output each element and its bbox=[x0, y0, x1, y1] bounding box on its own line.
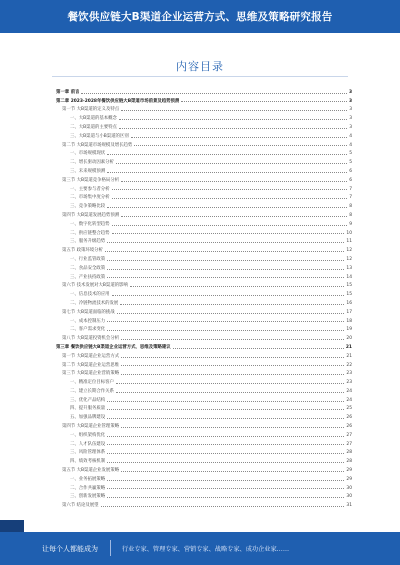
toc-leader-dots bbox=[120, 304, 344, 305]
toc-entry-label: 二、供应链整合趋势 bbox=[70, 230, 110, 236]
toc-entry[interactable] bbox=[56, 209, 352, 218]
toc-entry-page: 26 bbox=[346, 415, 352, 421]
toc-entry-page: 21 bbox=[346, 353, 352, 359]
toc-leader-dots bbox=[107, 488, 344, 489]
toc-entry-page: 30 bbox=[346, 485, 352, 491]
toc-entry-label: 二、建立长期合作关系 bbox=[70, 388, 114, 394]
toc-entry[interactable] bbox=[56, 165, 352, 174]
toc-entry-label: 一、市场规模现状 bbox=[70, 151, 106, 157]
toc-entry[interactable] bbox=[56, 350, 352, 359]
toc-leader-dots bbox=[116, 163, 347, 164]
toc-leader-dots bbox=[107, 444, 344, 445]
toc-entry-label: 二、大B渠道的主要特点 bbox=[70, 124, 117, 130]
toc-entry-page: 24 bbox=[346, 397, 352, 403]
toc-entry-page: 8 bbox=[349, 204, 352, 210]
toc-leader-dots bbox=[107, 401, 344, 402]
toc-entry-label: 第一节 大B渠道企业运营方式 bbox=[62, 353, 120, 359]
toc-entry-page: 4 bbox=[349, 142, 352, 148]
report-title: 餐饮供应链大B渠道企业运营方式、思维及策略研究报告 bbox=[67, 11, 333, 23]
toc-entry-page: 9 bbox=[349, 221, 352, 227]
toc-entry-page: 6 bbox=[349, 177, 352, 183]
toc-entry-page: 30 bbox=[346, 494, 352, 500]
toc-entry-page: 29 bbox=[346, 476, 352, 482]
toc-leader-dots bbox=[121, 365, 344, 366]
toc-entry-page: 12 bbox=[346, 256, 352, 262]
toc-entry-page: 3 bbox=[349, 116, 352, 122]
toc-entry-page: 5 bbox=[349, 160, 352, 166]
toc-leader-dots bbox=[116, 392, 344, 393]
toc-divider bbox=[52, 76, 348, 77]
toc-entry[interactable] bbox=[56, 95, 352, 104]
toc-leader-dots bbox=[105, 251, 344, 252]
toc-entry-page: 8 bbox=[349, 212, 352, 218]
toc-entry-page: 25 bbox=[346, 406, 352, 412]
toc-entry[interactable] bbox=[56, 491, 352, 500]
toc-entry[interactable] bbox=[56, 288, 352, 297]
toc-entry[interactable] bbox=[56, 324, 352, 333]
toc-entry-label: 三、风险管理体系 bbox=[70, 450, 106, 456]
toc-entry[interactable] bbox=[56, 306, 352, 315]
toc-leader-dots bbox=[107, 269, 344, 270]
toc-entry-label: 第四节 大B渠道发展趋势预测 bbox=[62, 212, 120, 218]
toc-entry-label: 一、业务拓展策略 bbox=[70, 476, 106, 482]
toc-leader-dots bbox=[107, 154, 347, 155]
toc-leader-dots bbox=[107, 462, 344, 463]
toc-entry[interactable] bbox=[56, 192, 352, 201]
toc-entry-label: 第六节 技术发展对大B渠道的影响 bbox=[62, 283, 128, 289]
toc-leader-dots bbox=[181, 101, 347, 102]
toc-entry-page: 17 bbox=[346, 309, 352, 315]
toc-entry[interactable] bbox=[56, 455, 352, 464]
toc-entry-label: 五、加强品牌建设 bbox=[70, 415, 106, 421]
toc-leader-dots bbox=[107, 330, 344, 331]
toc-entry[interactable] bbox=[56, 403, 352, 412]
toc-leader-dots bbox=[130, 286, 345, 287]
toc-entry-label: 第三章 餐饮供应链大B渠道企业运营方式、思维及策略建议 bbox=[56, 344, 171, 350]
toc-leader-dots bbox=[101, 506, 345, 507]
toc-entry[interactable] bbox=[56, 482, 352, 491]
toc-entry-page: 10 bbox=[346, 230, 352, 236]
toc-entry-label: 一、行业监管政策 bbox=[70, 256, 106, 262]
toc-entry-label: 三、优化产品结构 bbox=[70, 397, 106, 403]
toc-leader-dots bbox=[121, 427, 344, 428]
toc-entry-label: 第五节 大B渠道企业发展策略 bbox=[62, 468, 120, 474]
toc-leader-dots bbox=[107, 497, 344, 498]
toc-entry-label: 二、人才队伍建设 bbox=[70, 441, 106, 447]
toc-leader-dots bbox=[107, 409, 344, 410]
toc-heading: 内容目录 bbox=[176, 60, 224, 73]
toc-leader-dots bbox=[107, 207, 347, 208]
toc-entry-label: 一、精准定位目标客户 bbox=[70, 380, 114, 386]
toc-entry[interactable] bbox=[56, 429, 352, 438]
toc-entry-label: 三、产业扶持政策 bbox=[70, 274, 106, 280]
toc-entry-label: 第二节 大B渠道市场规模及增长趋势 bbox=[62, 142, 133, 148]
toc-entry-page: 14 bbox=[346, 274, 352, 280]
toc-entry-page: 27 bbox=[346, 441, 352, 447]
toc-entry-page: 27 bbox=[346, 432, 352, 438]
toc-entry-page: 3 bbox=[348, 98, 352, 104]
toc-entry-label: 第一节 大B渠道的定义及特点 bbox=[62, 107, 120, 113]
toc-leader-dots bbox=[107, 172, 347, 173]
toc-leader-dots bbox=[117, 313, 345, 314]
toc-entry-page: 3 bbox=[349, 107, 352, 113]
toc-entry[interactable] bbox=[56, 499, 352, 508]
toc-entry[interactable] bbox=[56, 236, 352, 245]
toc-entry-label: 第二章 2023-2028年餐饮供应链大B渠道市场前景及趋势预测 bbox=[56, 98, 180, 104]
toc-entry-label: 第八节 大B渠道投资机会分析 bbox=[62, 336, 120, 342]
toc-entry-label: 一、信息技术的应用 bbox=[70, 292, 110, 298]
toc-entry[interactable] bbox=[56, 148, 352, 157]
toc-entry-label: 三、未来规模预测 bbox=[70, 168, 106, 174]
footer-separator bbox=[110, 540, 111, 556]
toc-entry[interactable] bbox=[56, 200, 352, 209]
toc-entry-page: 13 bbox=[346, 265, 352, 271]
toc-entry[interactable] bbox=[56, 420, 352, 429]
table-of-contents bbox=[56, 86, 352, 508]
toc-entry[interactable] bbox=[56, 464, 352, 473]
toc-entry[interactable] bbox=[56, 262, 352, 271]
toc-entry-label: 二、食品安全政策 bbox=[70, 265, 106, 271]
toc-entry-label: 一、组织架构优化 bbox=[70, 432, 106, 438]
toc-leader-dots bbox=[107, 436, 344, 437]
toc-entry-label: 一、成本控制压力 bbox=[70, 318, 106, 324]
toc-entry-page: 22 bbox=[346, 362, 352, 368]
toc-entry[interactable] bbox=[56, 253, 352, 262]
toc-leader-dots bbox=[107, 277, 344, 278]
toc-leader-dots bbox=[134, 145, 347, 146]
toc-entry-page: 21 bbox=[345, 344, 352, 350]
toc-entry-label: 第四节 大B渠道企业管理策略 bbox=[62, 424, 120, 430]
toc-entry-page: 28 bbox=[346, 459, 352, 465]
toc-leader-dots bbox=[107, 453, 344, 454]
toc-entry-label: 第三节 大B渠道企业营销策略 bbox=[62, 371, 120, 377]
toc-entry[interactable] bbox=[56, 411, 352, 420]
toc-entry-page: 3 bbox=[349, 124, 352, 130]
toc-entry-label: 三、竞争策略比较 bbox=[70, 204, 106, 210]
toc-entry[interactable] bbox=[56, 156, 352, 165]
toc-leader-dots bbox=[121, 374, 344, 375]
toc-leader-dots bbox=[121, 216, 347, 217]
toc-leader-dots bbox=[112, 233, 345, 234]
toc-entry[interactable] bbox=[56, 315, 352, 324]
toc-leader-dots bbox=[112, 189, 348, 190]
toc-entry-page: 7 bbox=[349, 195, 352, 201]
toc-leader-dots bbox=[107, 480, 344, 481]
toc-leader-dots bbox=[116, 383, 344, 384]
toc-leader-dots bbox=[121, 471, 344, 472]
toc-entry-page: 5 bbox=[349, 151, 352, 157]
toc-entry[interactable] bbox=[56, 271, 352, 280]
toc-entry-label: 一、大B渠道的基本概念 bbox=[70, 116, 117, 122]
toc-entry-page: 16 bbox=[346, 300, 352, 306]
toc-entry[interactable] bbox=[56, 280, 352, 289]
toc-entry-label: 三、大B渠道与小B渠道的区别 bbox=[70, 133, 129, 139]
toc-entry-page: 31 bbox=[346, 503, 352, 509]
toc-entry-page: 4 bbox=[349, 133, 352, 139]
toc-entry-label: 二、市场集中度分析 bbox=[70, 195, 110, 201]
toc-entry[interactable] bbox=[56, 244, 352, 253]
toc-leader-dots bbox=[107, 260, 344, 261]
toc-leader-dots bbox=[119, 119, 347, 120]
toc-leader-dots bbox=[121, 357, 344, 358]
toc-leader-dots bbox=[112, 198, 348, 199]
toc-entry[interactable] bbox=[56, 139, 352, 148]
toc-leader-dots bbox=[107, 321, 344, 322]
toc-entry-label: 二、冷链物流技术的发展 bbox=[70, 300, 119, 306]
toc-entry-page: 12 bbox=[346, 248, 352, 254]
toc-entry[interactable] bbox=[56, 112, 352, 121]
toc-entry[interactable] bbox=[56, 473, 352, 482]
toc-entry-label: 第一章 前言 bbox=[56, 89, 80, 95]
toc-entry[interactable] bbox=[56, 359, 352, 368]
toc-entry-label: 二、客户需求变化 bbox=[70, 327, 106, 333]
toc-leader-dots bbox=[107, 418, 344, 419]
toc-entry-page: 20 bbox=[346, 336, 352, 342]
toc-entry-label: 二、合作共赢策略 bbox=[70, 485, 106, 491]
toc-entry[interactable] bbox=[56, 394, 352, 403]
toc-entry-page: 3 bbox=[348, 89, 352, 95]
toc-entry-label: 四、提升服务质量 bbox=[70, 406, 106, 412]
toc-entry-page: 11 bbox=[346, 239, 352, 245]
toc-entry[interactable] bbox=[56, 332, 352, 341]
toc-entry-label: 第五节 政策环境分析 bbox=[62, 248, 103, 254]
toc-entry[interactable] bbox=[56, 368, 352, 377]
toc-leader-dots bbox=[121, 181, 347, 182]
toc-entry-page: 18 bbox=[346, 318, 352, 324]
toc-entry-page: 19 bbox=[346, 327, 352, 333]
toc-entry[interactable] bbox=[56, 130, 352, 139]
toc-entry-page: 29 bbox=[346, 468, 352, 474]
toc-entry-page: 26 bbox=[346, 424, 352, 430]
toc-entry-page: 7 bbox=[349, 186, 352, 192]
toc-leader-dots bbox=[112, 295, 345, 296]
toc-leader-dots bbox=[121, 110, 347, 111]
toc-entry-label: 第二节 大B渠道企业运营思维 bbox=[62, 362, 120, 368]
toc-entry-label: 第三节 大B渠道竞争格局分析 bbox=[62, 177, 120, 183]
toc-entry[interactable] bbox=[56, 121, 352, 130]
toc-leader-dots bbox=[112, 225, 348, 226]
toc-entry[interactable] bbox=[56, 183, 352, 192]
toc-entry-page: 15 bbox=[346, 283, 352, 289]
toc-entry-label: 二、增长驱动因素分析 bbox=[70, 160, 114, 166]
toc-leader-dots bbox=[119, 128, 347, 129]
toc-entry[interactable] bbox=[56, 174, 352, 183]
toc-entry-page: 6 bbox=[349, 168, 352, 174]
toc-entry-label: 三、创新发展策略 bbox=[70, 494, 106, 500]
toc-entry-page: 28 bbox=[346, 450, 352, 456]
footer-slogan: 让每个人都能成为 bbox=[42, 545, 98, 553]
toc-entry[interactable] bbox=[56, 341, 352, 350]
toc-entry[interactable] bbox=[56, 86, 352, 95]
toc-entry-label: 第七节 大B渠道面临的挑战 bbox=[62, 309, 115, 315]
toc-leader-dots bbox=[131, 137, 347, 138]
toc-entry[interactable] bbox=[56, 385, 352, 394]
toc-entry-page: 23 bbox=[346, 380, 352, 386]
page-corner-decoration bbox=[0, 520, 24, 532]
toc-entry[interactable] bbox=[56, 438, 352, 447]
toc-entry[interactable] bbox=[56, 376, 352, 385]
toc-entry[interactable] bbox=[56, 297, 352, 306]
toc-entry[interactable] bbox=[56, 104, 352, 113]
toc-entry-label: 第六节 结论及展望 bbox=[62, 503, 99, 509]
toc-leader-dots bbox=[121, 339, 344, 340]
toc-entry[interactable] bbox=[56, 218, 352, 227]
toc-entry[interactable] bbox=[56, 227, 352, 236]
toc-entry-label: 三、服务升级趋势 bbox=[70, 239, 106, 245]
footer-tagline: 行业专家、管理专家、营销专家、战略专家、成功企业家…… bbox=[122, 546, 290, 553]
toc-entry-page: 24 bbox=[346, 388, 352, 394]
toc-leader-dots bbox=[81, 93, 346, 94]
toc-entry-label: 四、绩效考核机制 bbox=[70, 459, 106, 465]
toc-leader-dots bbox=[107, 242, 344, 243]
toc-entry-page: 15 bbox=[346, 292, 352, 298]
toc-entry-page: 23 bbox=[346, 371, 352, 377]
toc-entry[interactable] bbox=[56, 447, 352, 456]
toc-entry-label: 一、主要参与者分析 bbox=[70, 186, 110, 192]
toc-entry-label: 一、数字化转型趋势 bbox=[70, 221, 110, 227]
toc-leader-dots bbox=[173, 348, 344, 349]
